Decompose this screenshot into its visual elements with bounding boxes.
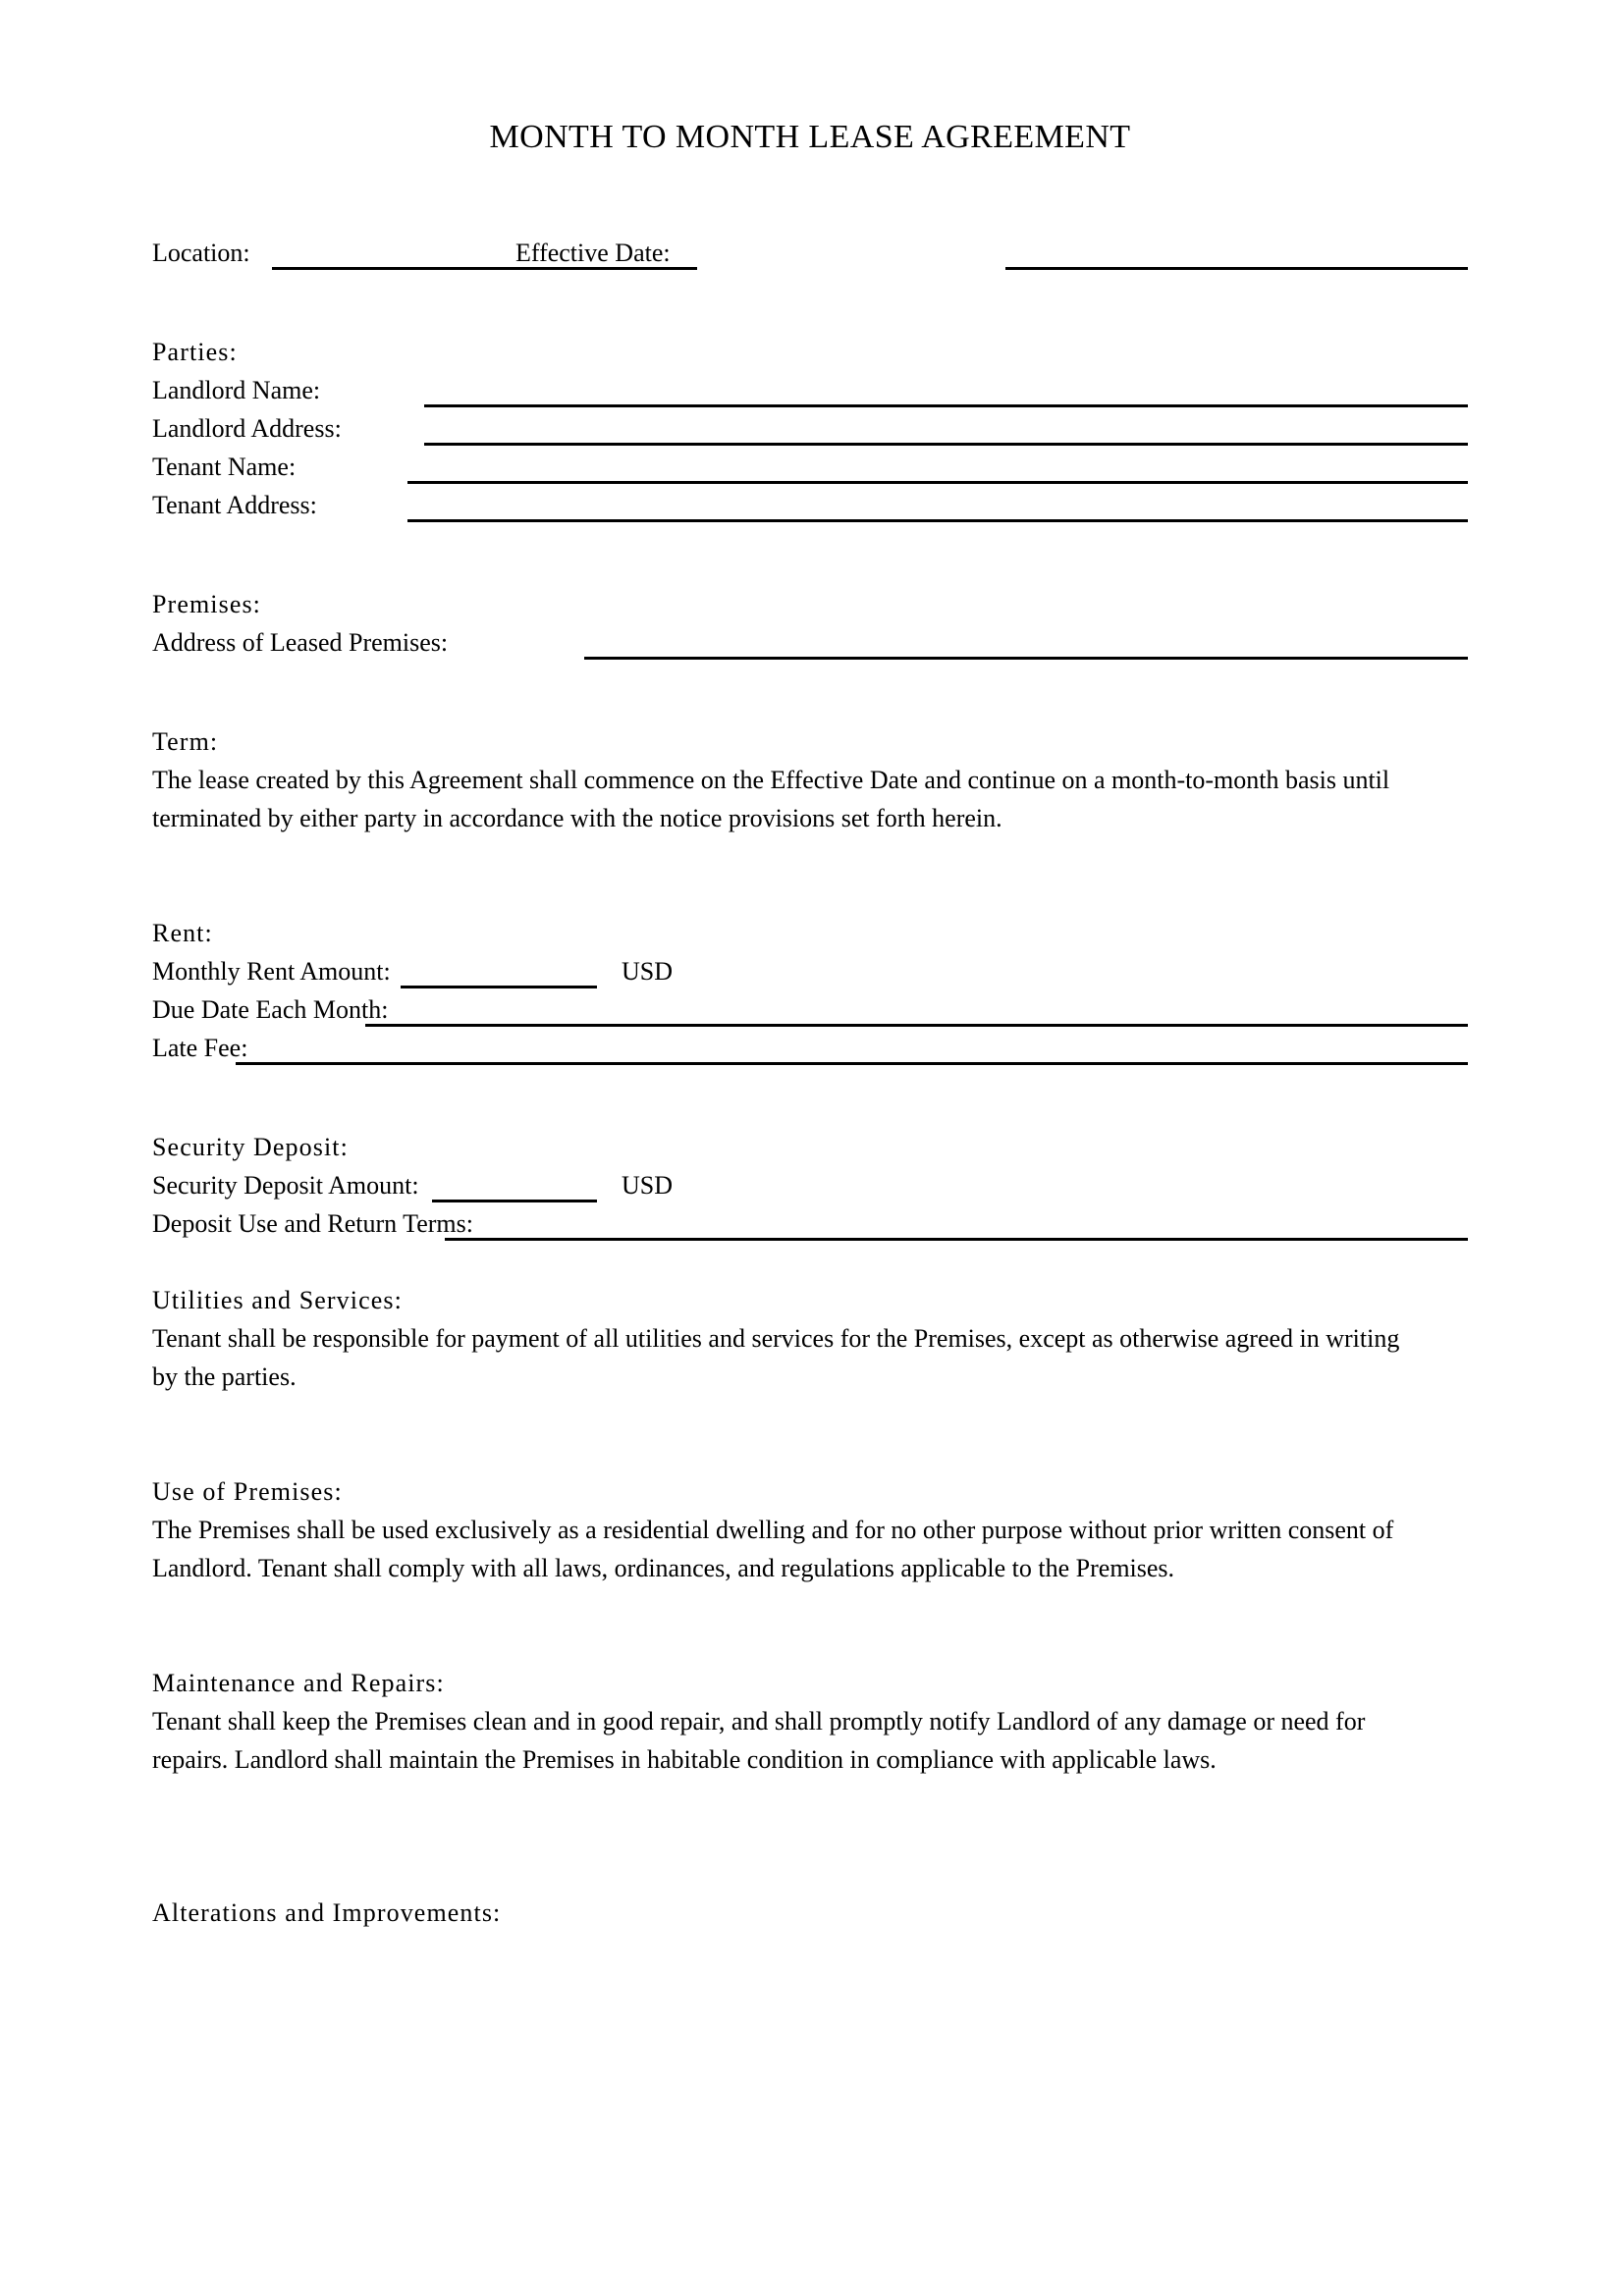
landlord-name-row xyxy=(152,371,1468,409)
alterations-heading: Alterations and Improvements: xyxy=(152,1898,502,1927)
tenant-name-row xyxy=(152,448,1468,486)
premises-address-row xyxy=(152,623,1468,662)
late-fee-input-rule[interactable] xyxy=(236,1062,1468,1065)
tenant-address-row xyxy=(152,486,1468,524)
spacer xyxy=(152,1779,1468,1855)
utilities-body: Tenant shall be responsible for payment of all utilities and services for the Premises, except as otherwise agreed in writing by the parties. xyxy=(152,1324,1400,1391)
monthly-rent-label: Monthly Rent Amount: xyxy=(152,957,391,986)
spacer xyxy=(152,1243,1468,1281)
due-date-row xyxy=(152,990,1468,1029)
maintenance-heading: Maintenance and Repairs: xyxy=(152,1669,445,1697)
tenant-name-label: Tenant Name: xyxy=(152,453,297,481)
location-label: Location: xyxy=(152,239,250,267)
spacer xyxy=(152,662,1468,722)
utilities-heading: Utilities and Services: xyxy=(152,1286,403,1314)
late-fee-label: Late Fee: xyxy=(152,1034,248,1062)
term-heading: Term: xyxy=(152,727,219,756)
parties-heading: Parties: xyxy=(152,338,238,366)
effective-date-label: Effective Date: xyxy=(515,239,671,267)
deposit-use-return-label: Deposit Use and Return Terms: xyxy=(152,1209,473,1238)
document-content xyxy=(152,0,1468,1932)
use-of-premises-body: The Premises shall be used exclusively as a residential dwelling and for no other purpose without prior written consent of Landlord. Tenant shall comply with all laws, ordinances, and regulations applicable to the Premises. xyxy=(152,1516,1394,1582)
landlord-address-label: Landlord Address: xyxy=(152,414,342,443)
tenant-address-input-rule[interactable] xyxy=(407,519,1468,522)
term-body: The lease created by this Agreement shall commence on the Effective Date and continue on a month-to-month basis until terminated by either party in accordance with the notice provisions set forth herein. xyxy=(152,766,1390,832)
premises-heading: Premises: xyxy=(152,590,262,618)
landlord-name-input-rule[interactable] xyxy=(424,404,1468,407)
maintenance-body: Tenant shall keep the Premises clean and in good repair, and shall promptly notify Landlord of any damage or need for repairs. Landlord shall maintain the Premises in habitable condition in compliance with applicable laws. xyxy=(152,1707,1366,1774)
monthly-rent-row xyxy=(152,952,1468,990)
monthly-rent-currency: USD xyxy=(622,957,674,986)
tenant-name-input-rule[interactable] xyxy=(407,481,1468,484)
spacer xyxy=(152,837,1468,914)
use-of-premises-heading: Use of Premises: xyxy=(152,1477,343,1506)
premises-address-label: Address of Leased Premises: xyxy=(152,628,449,657)
rent-heading: Rent: xyxy=(152,919,213,947)
due-date-label: Due Date Each Month: xyxy=(152,995,389,1024)
spacer xyxy=(152,1587,1468,1664)
landlord-address-row xyxy=(152,409,1468,448)
late-fee-row xyxy=(152,1029,1468,1067)
security-deposit-amount-label: Security Deposit Amount: xyxy=(152,1171,419,1200)
spacer xyxy=(152,1855,1468,1894)
security-deposit-currency: USD xyxy=(622,1171,674,1200)
due-date-input-rule[interactable] xyxy=(365,1024,1468,1027)
spacer xyxy=(152,157,1468,234)
monthly-rent-input-rule[interactable] xyxy=(401,986,597,988)
security-deposit-amount-input-rule[interactable] xyxy=(432,1200,597,1202)
security-deposit-heading: Security Deposit: xyxy=(152,1133,349,1161)
location-effective-date-row xyxy=(152,234,1468,272)
document-title: MONTH TO MONTH LEASE AGREEMENT xyxy=(489,119,1131,155)
spacer xyxy=(152,524,1468,585)
deposit-use-return-row xyxy=(152,1204,1468,1243)
tenant-address-label: Tenant Address: xyxy=(152,491,317,519)
spacer xyxy=(152,272,1468,333)
effective-date-input-rule[interactable] xyxy=(1005,267,1468,270)
spacer xyxy=(152,1396,1468,1472)
deposit-use-return-input-rule[interactable] xyxy=(445,1238,1468,1241)
security-deposit-amount-row xyxy=(152,1166,1468,1204)
spacer xyxy=(152,1067,1468,1128)
landlord-address-input-rule[interactable] xyxy=(424,443,1468,446)
premises-address-input-rule[interactable] xyxy=(584,657,1468,660)
landlord-name-label: Landlord Name: xyxy=(152,376,321,404)
